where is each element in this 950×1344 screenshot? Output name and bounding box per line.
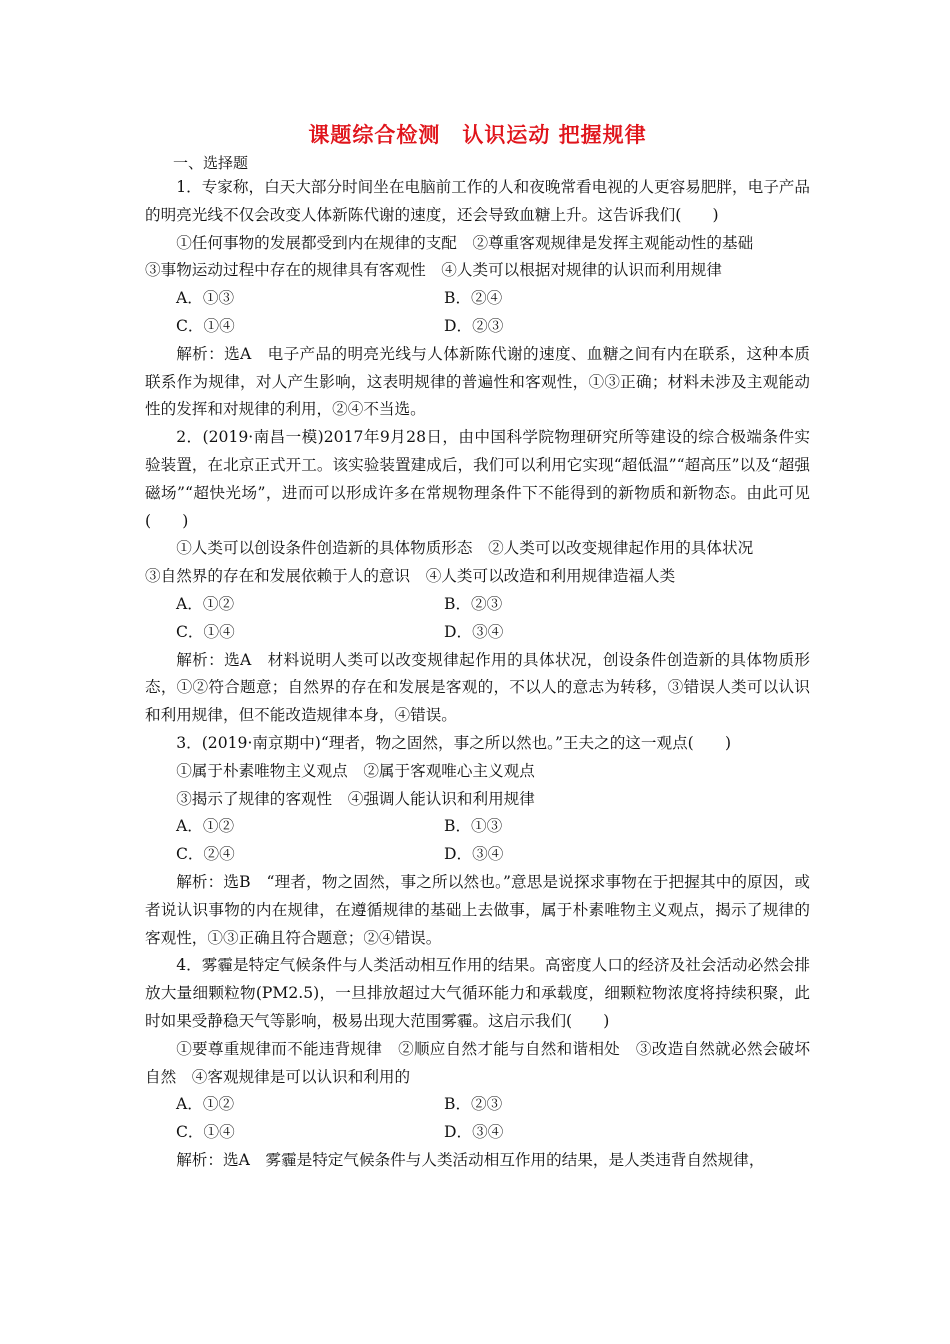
question-3 <box>145 730 810 952</box>
option-a: A．①② <box>176 817 235 836</box>
question-stem: 4．雾霾是特定气候条件与人类活动相互作用的结果。高密度人口的经济及社会活动必然会排放大量细颗粒物(PM2.5)，一旦排放超过大气循环能力和承载度，细颗粒物浓度将持续积聚，此时如果受静稳天气等影响，极易出现大范围雾霾。这启示我们( ) <box>145 956 810 1030</box>
question-stem: 3．(2019·南京期中)“理者，物之固然，事之所以然也。”王夫之的这一观点( ) <box>176 733 732 752</box>
option-b: B．①③ <box>444 817 503 836</box>
question-item: ①人类可以创设条件创造新的具体物质形态 ②人类可以改变规律起作用的具体状况 <box>176 539 754 558</box>
question-item: ③事物运动过程中存在的规律具有客观性 ④人类可以根据对规律的认识而利用规律 <box>145 261 722 280</box>
option-a: A．①② <box>176 1095 235 1114</box>
analysis-text: 解析：选A 材料说明人类可以改变规律起作用的具体状况，创设条件创造新的具体物质形态，①②符合题意；自然界的存在和发展是客观的，不以人的意志为转移，③错误人类可以认识和利用规律，但不能改造规律本身，④错误。 <box>145 650 810 725</box>
question-1 <box>145 174 810 424</box>
options-row <box>145 1091 810 1119</box>
options-row <box>145 813 810 841</box>
document-page <box>145 118 810 1175</box>
question-item: ①属于朴素唯物主义观点 ②属于客观唯心主义观点 <box>176 761 535 780</box>
option-d: D．③④ <box>444 845 504 864</box>
options-row <box>145 841 810 869</box>
analysis-text: 解析：选A 电子产品的明亮光线与人体新陈代谢的速度、血糖之间有内在联系，这种本质联系作为规律，对人产生影响，这表明规律的普遍性和客观性，①③正确；材料未涉及主观能动性的发挥和对规律的利用，②④不当选。 <box>145 344 810 419</box>
question-item: ①任何事物的发展都受到内在规律的支配 ②尊重客观规律是发挥主观能动性的基础 <box>176 233 754 252</box>
options-row <box>145 285 810 313</box>
analysis-text: 解析：选B “理者，物之固然，事之所以然也。”意思是说探求事物在于把握其中的原因，或者说认识事物的内在规律，在遵循规律的基础上去做事，属于朴素唯物主义观点，揭示了规律的客观性，①③正确且符合题意；②④错误。 <box>145 872 810 947</box>
option-d: D．②③ <box>444 316 504 335</box>
option-a: A．①② <box>176 594 235 613</box>
document-title: 课题综合检测 认识运动 把握规律 <box>308 123 647 147</box>
options-row <box>145 1119 810 1147</box>
section-heading: 一、选择题 <box>173 154 249 172</box>
question-item: ③揭示了规律的客观性 ④强调人能认识和利用规律 <box>176 789 535 808</box>
option-b: B．②③ <box>444 594 503 613</box>
option-d: D．③④ <box>444 1123 504 1142</box>
option-c: C．①④ <box>176 316 235 335</box>
option-a: A．①③ <box>176 289 235 308</box>
option-c: C．①④ <box>176 1123 235 1142</box>
options-row <box>145 591 810 619</box>
question-stem: 2．(2019·南昌一模)2017年9月28日，由中国科学院物理研究所等建设的综合极端条件实验装置，在北京正式开工。该实验装置建成后，我们可以利用它实现“超低温”“超高压”以及“超强磁场”“超快光场”，进而可以形成许多在常规物理条件下不能得到的新物质和新物态。由此可见( ) <box>145 428 810 530</box>
options-row <box>145 619 810 647</box>
question-item: ③自然界的存在和发展依赖于人的意识 ④人类可以改造和利用规律造福人类 <box>145 567 676 586</box>
question-item: ①要尊重规律而不能违背规律 ②顺应自然才能与自然和谐相处 ③改造自然就必然会破坏自然 ④客观规律是可以认识和利用的 <box>145 1039 810 1086</box>
question-stem: 1．专家称，白天大部分时间坐在电脑前工作的人和夜晚常看电视的人更容易肥胖，电子产品的明亮光线不仅会改变人体新陈代谢的速度，还会导致血糖上升。这告诉我们( ) <box>145 178 810 224</box>
option-b: B．②④ <box>444 289 503 308</box>
option-c: C．①④ <box>176 622 235 641</box>
option-b: B．②③ <box>444 1095 503 1114</box>
option-c: C．②④ <box>176 845 235 864</box>
analysis-text: 解析：选A 雾霾是特定气候条件与人类活动相互作用的结果，是人类违背自然规律， <box>176 1150 765 1169</box>
option-d: D．③④ <box>444 622 504 641</box>
options-row <box>145 313 810 341</box>
question-4 <box>145 952 810 1174</box>
question-2 <box>145 424 810 730</box>
